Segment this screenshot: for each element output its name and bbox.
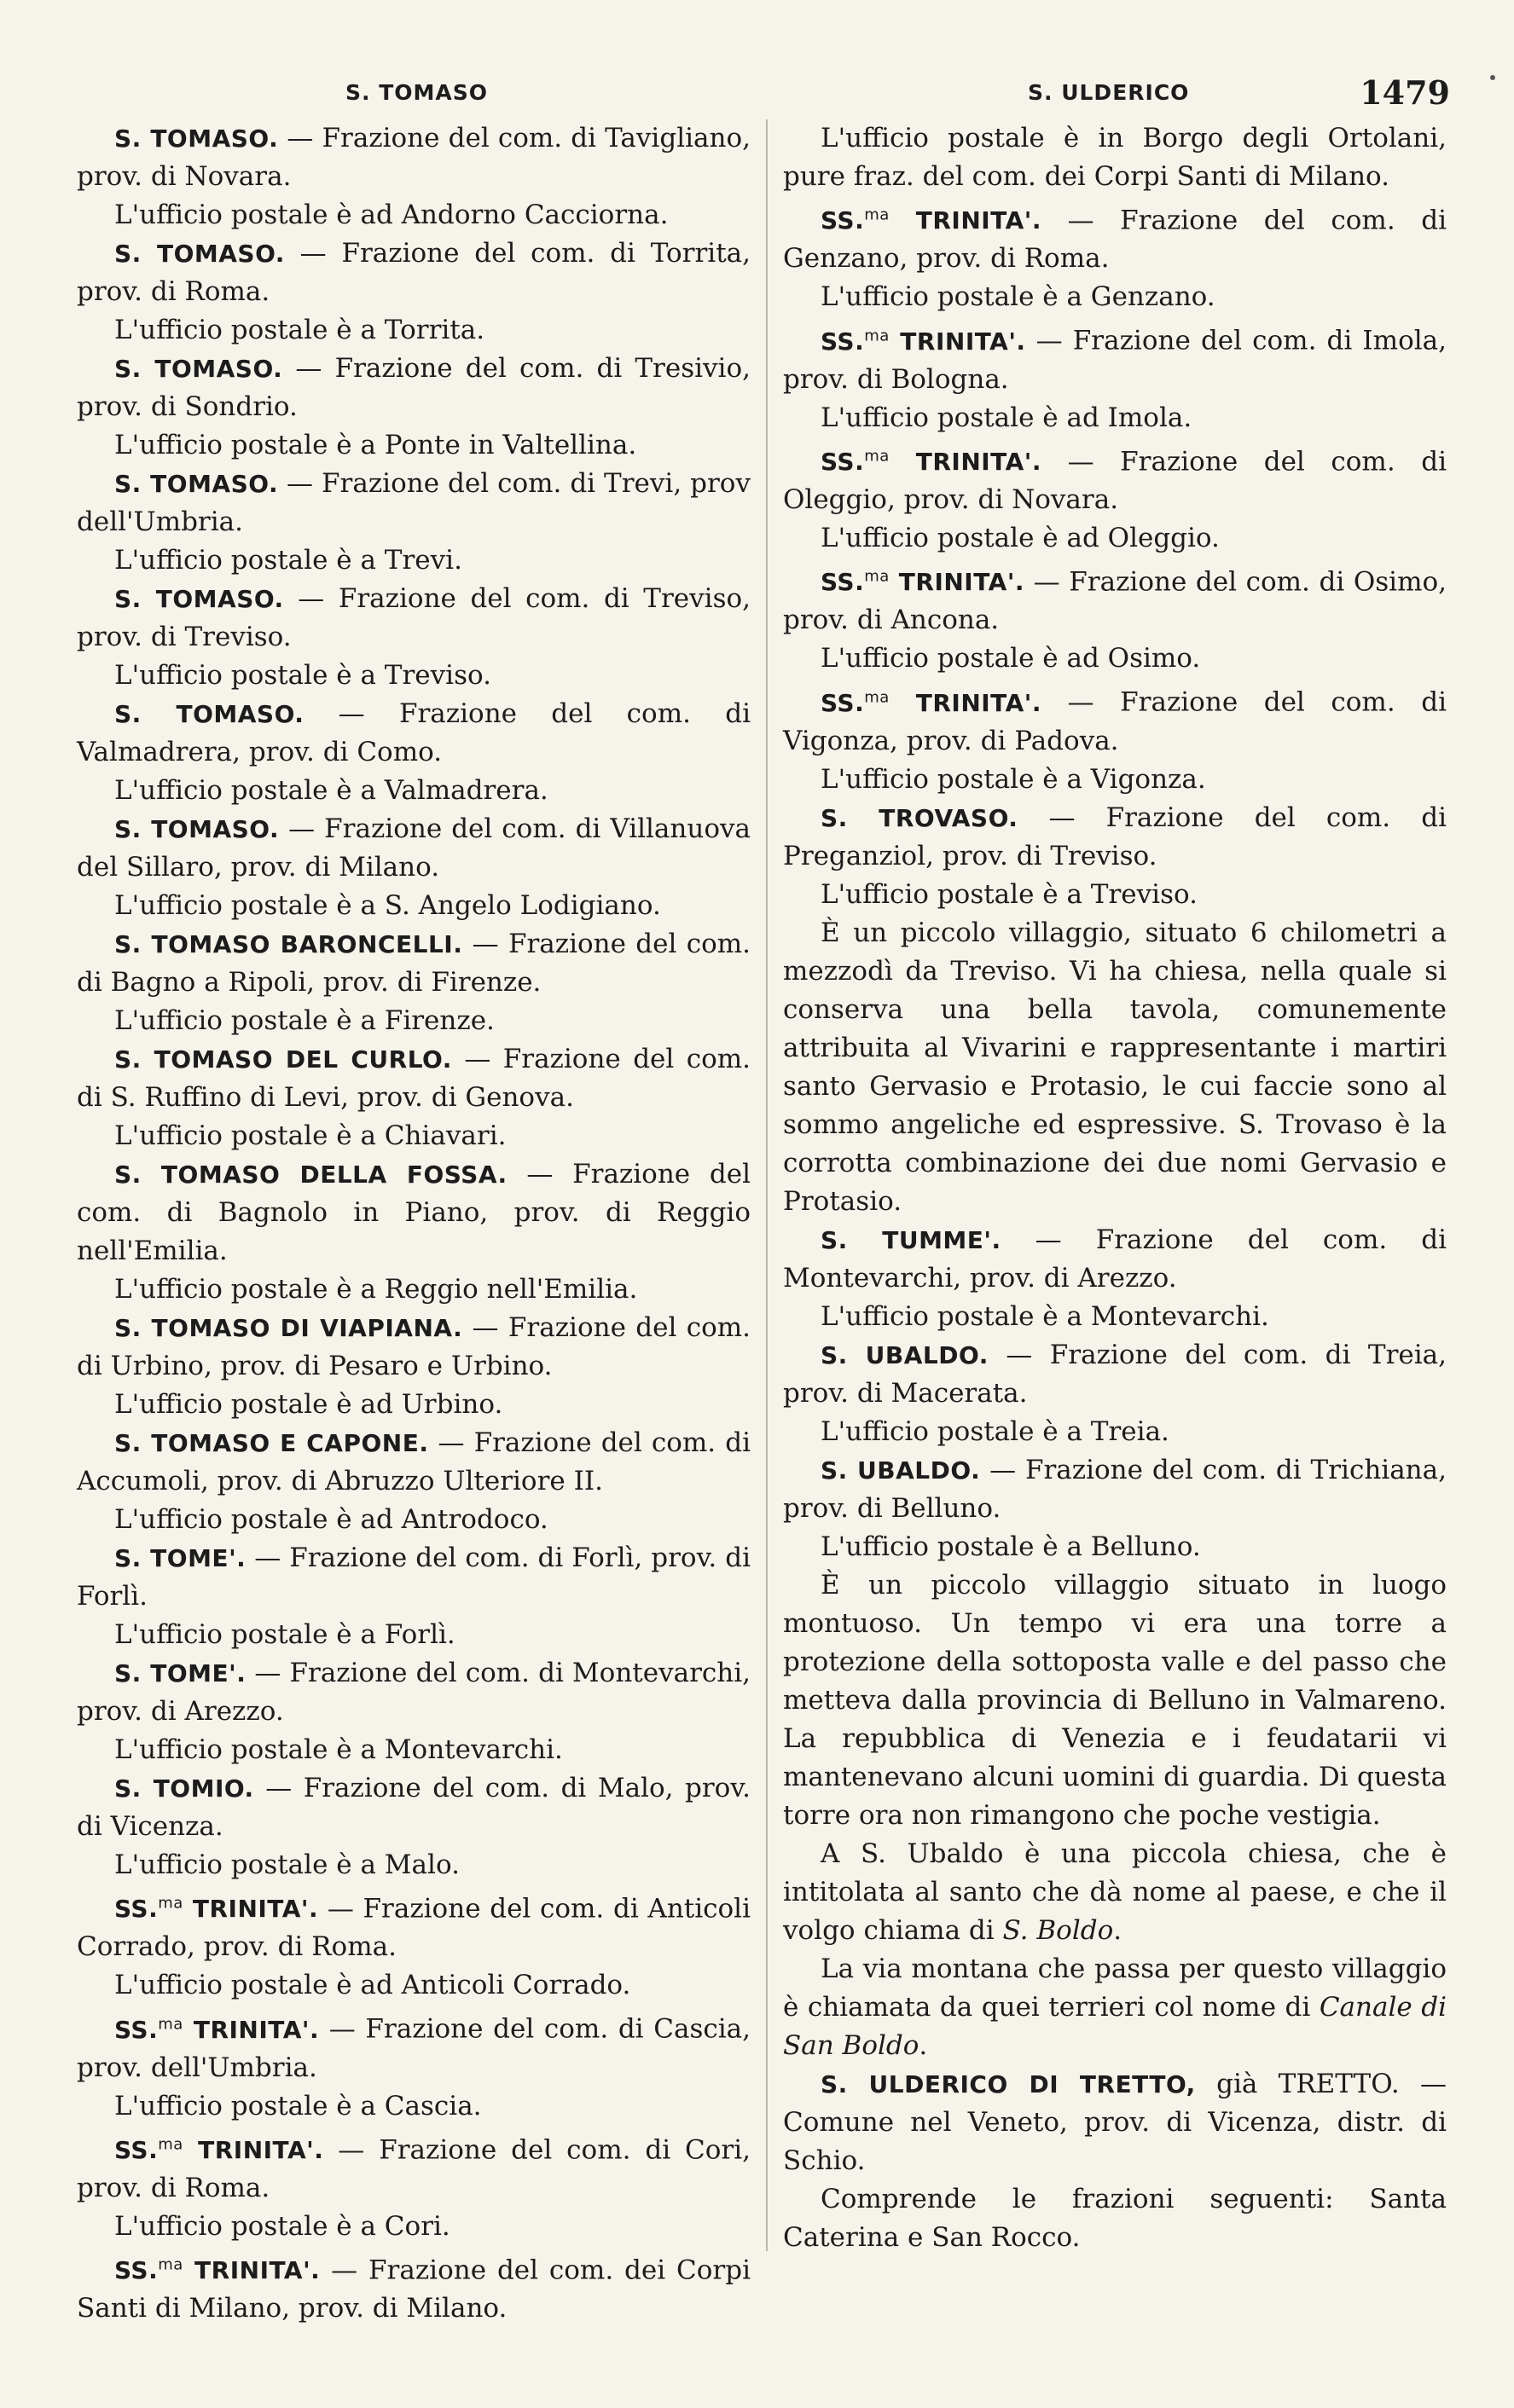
entry-text: L'ufficio postale è a Genzano. [821,281,1215,313]
entry-text: L'ufficio postale è a Cori. [114,2210,450,2242]
text-paragraph [77,1386,751,1424]
entry-paragraph [783,316,1447,398]
entry-text: — Frazione del com. di Vigonza, prov. di Padova. [783,686,1447,756]
entry-text: — Frazione del com. di Montevarchi, prov. di Arezzo. [783,1224,1447,1294]
entry-paragraph [77,1884,751,1966]
entry-text: L'ufficio postale è ad Osimo. [821,643,1201,674]
left-column [77,119,751,2328]
left-running-head: S. TOMASO [345,80,488,105]
text-paragraph [783,1566,1447,1835]
text-paragraph [783,278,1447,316]
entry-headword: SS.$^{ma}$ TRINITA'. [114,2135,324,2164]
entry-text: A S. Ubaldo è una piccola chiesa, che è intitolata al santo che dà nome al paese, e che il volgo chiama di [783,1838,1447,1946]
entry-text: L'ufficio postale è ad Anticoli Corrado. [114,1970,631,2001]
entry-headword: S. TOMASO. [114,240,285,268]
entry-paragraph [77,2126,751,2208]
entry-text: — Frazione del com. di Valmadrera, prov. di Como. [77,698,751,767]
entry-paragraph [77,810,751,887]
entry-text: L'ufficio postale è a Firenze. [114,1005,495,1036]
entry-text: L'ufficio postale è ad Andorno Cacciorna. [114,200,669,230]
entry-text: — Frazione del com. di Osimo, prov. di Ancona. [783,566,1447,636]
entry-text: — Frazione del com. di Bagno a Ripoli, prov. di Firenze. [77,929,751,998]
entry-text: — Frazione del com. di Malo, prov. di Vicenza. [77,1773,751,1842]
entry-headword: S. TOMASO. [114,124,279,153]
entry-headword: S. UBALDO. [821,1456,981,1485]
entry-headword: S. TOME'. [114,1659,247,1687]
entry-text: — Frazione del com. di Trichiana, prov. di Belluno. [783,1454,1447,1524]
entry-text: — Frazione del com. di S. Ruffino di Levi, prov. di Genova. [77,1044,751,1113]
entry-text: — Frazione del com. di Genzano, prov. di Roma. [783,205,1447,275]
text-paragraph [77,196,751,234]
entry-headword: SS.$^{ma}$ TRINITA'. [114,2255,321,2285]
entry-text: L'ufficio postale è a Montevarchi. [821,1300,1269,1332]
entry-headword: SS.$^{ma}$ TRINITA'. [821,567,1025,597]
italic-name: Canale di San Boldo [783,1991,1447,2061]
right-column [783,119,1447,2257]
entry-paragraph [77,2246,751,2328]
entry-text: L'ufficio postale è a Vigonza. [821,763,1206,795]
entry-text: L'ufficio postale è a S. Angelo Lodigiano. [114,890,661,921]
entry-text: L'ufficio postale è in Borgo degli Ortolani, pure fraz. del com. dei Corpi Santi di Milano. [783,123,1447,192]
entry-text: — Frazione del com. di Cori, prov. di Roma. [77,2133,751,2203]
entry-paragraph [77,1769,751,1846]
entry-text: L'ufficio postale è a Chiavari. [114,1120,507,1151]
text-paragraph [77,1002,751,1040]
entry-text: — Frazione del com. di Treviso, prov. di Treviso. [77,583,751,652]
entry-text: Comprende le frazioni seguenti: Santa Caterina e San Rocco. [783,2183,1447,2253]
entry-text: L'ufficio postale è a Treviso. [821,878,1198,910]
entry-paragraph [783,558,1447,640]
entry-headword: SS.$^{ma}$ TRINITA'. [821,688,1041,717]
text-paragraph: A S. Ubaldo è una piccola chiesa, che è intitolata al santo che dà nome al paese, e che il volgo chiama di S. Boldo. [783,1838,1447,1946]
right-running-head: S. ULDERICO [1028,80,1190,105]
text-paragraph [77,1731,751,1769]
entry-paragraph [77,234,751,311]
entry-text: L'ufficio postale è a Trevi. [114,545,462,576]
text-paragraph [783,761,1447,799]
entry-text: L'ufficio postale è ad Imola. [821,402,1192,433]
entry-paragraph [77,1155,751,1271]
entry-paragraph [77,1424,751,1501]
entry-headword: S. TOMASO DI VIAPIANA. [114,1314,463,1342]
entry-text: — Frazione del com. di Imola, prov. di Bologna. [783,325,1447,395]
entry-text: L'ufficio postale è a Treviso. [114,660,491,691]
entry-paragraph [783,196,1447,278]
entry-paragraph [783,437,1447,519]
text-paragraph [783,914,1447,1221]
text-paragraph [783,876,1447,914]
entry-text: — Frazione del com. di Treia, prov. di Macerata. [783,1339,1447,1409]
text-paragraph: La via montana che passa per questo villaggio è chiamata da quei terrieri col nome di Canale di San Boldo. [783,1953,1447,2061]
text-paragraph [77,1117,751,1155]
entry-paragraph [77,695,751,772]
text-paragraph [783,519,1447,558]
entry-headword: S. TOMASO BARONCELLI. [114,930,463,958]
entry-text: — Frazione del com. dei Corpi Santi di Milano, prov. di Milano. [77,2255,751,2324]
entry-text: L'ufficio postale è a Valmadrera. [114,775,548,806]
entry-paragraph [783,1221,1447,1298]
print-mark [1490,75,1495,80]
text-paragraph [77,2208,751,2246]
entry-text: — Frazione del com. di Urbino, prov. di Pesaro e Urbino. [77,1312,751,1381]
entry-headword: SS.$^{ma}$ TRINITA'. [114,2015,320,2044]
entry-paragraph [77,580,751,657]
entry-headword: S. TOMASO DEL CURLO. [114,1045,452,1074]
entry-text: È un piccolo villaggio, situato 6 chilometri a mezzodì da Treviso. Vi ha chiesa, nella quale si conserva una bella tavola, comunemente attribuita al Vivarini e rappresentante i martiri santo Gervasio e Protasio, le cui faccie sono al sommo angeliche ed espressive. S. Trovaso è la corrotta combinazione dei due nomi Gervasio e Protasio. [783,917,1447,1217]
entry-paragraph [783,1451,1447,1528]
page-number: 1479 [1360,73,1450,112]
entry-headword: S. TOMASO. [114,470,279,498]
entry-headword: S. TUMME'. [821,1225,1001,1254]
entry-paragraph [77,2005,751,2087]
entry-paragraph [783,678,1447,760]
italic-name: S. Boldo [1002,1914,1114,1946]
entry-text: — Frazione del com. di Oleggio, prov. di Novara. [783,445,1447,515]
text-paragraph [77,2087,751,2126]
text-paragraph [77,887,751,925]
entry-text: — Frazione del com. di Anticoli Corrado, prov. di Roma. [77,1893,751,1963]
text-paragraph [783,1298,1447,1336]
entry-text: La via montana che passa per questo villaggio è chiamata da quei terrieri col nome di [783,1953,1447,2023]
entry-text: L'ufficio postale è a Ponte in Valtellina. [114,430,637,460]
entry-paragraph [77,1654,751,1731]
entry-text: L'ufficio postale è a Belluno. [821,1531,1201,1562]
entry-text: già TRETTO. — Comune nel Veneto, prov. di Vicenza, distr. di Schio. [783,2068,1447,2176]
entry-paragraph [77,465,751,541]
entry-text: — Frazione del com. di Torrita, prov. di Roma. [77,238,751,307]
text-paragraph [783,1413,1447,1451]
entry-text: — Frazione del com. di Forlì, prov. di Forlì. [77,1543,751,1612]
entry-text: — Frazione del com. di Tavigliano, prov. di Novara. [77,123,751,192]
entry-headword: S. TROVASO. [821,803,1018,832]
entry-text: — Frazione del com. di Accumoli, prov. di Abruzzo Ulteriore II. [77,1427,751,1496]
entry-paragraph [783,1336,1447,1413]
entry-text: — Frazione del com. di Tresivio, prov. di Sondrio. [77,353,751,422]
text-paragraph [77,1966,751,2005]
text-paragraph [77,657,751,695]
text-paragraph [783,399,1447,437]
text-paragraph [783,640,1447,678]
entry-headword: S. TOMASO E CAPONE. [114,1429,429,1457]
entry-headword: S. TOMASO. [114,585,284,613]
entry-text: L'ufficio postale è a Montevarchi. [114,1734,563,1765]
entry-text: — Frazione del com. di Cascia, prov. dell'Umbria. [77,2013,751,2083]
entry-text: L'ufficio postale è ad Urbino. [114,1389,503,1420]
entry-text: — Frazione del com. di Preganziol, prov. di Treviso. [783,802,1447,871]
text-paragraph [783,1528,1447,1566]
entry-paragraph [77,925,751,1002]
entry-headword: S. TOMASO DELLA FOSSA. [114,1161,508,1189]
entry-text: — Frazione del com. di Trevi, prov dell'Umbria. [77,468,751,537]
entry-paragraph [77,1040,751,1117]
entry-headword: SS.$^{ma}$ TRINITA'. [114,1895,319,1924]
entry-paragraph [77,350,751,426]
column-divider [766,119,768,2251]
entry-text: L'ufficio postale è a Cascia. [114,2090,482,2121]
entry-headword: S. TOMASO. [114,355,283,383]
entry-headword: SS.$^{ma}$ TRINITA'. [821,447,1041,476]
entry-headword: SS.$^{ma}$ TRINITA'. [821,327,1026,356]
entry-headword: S. UBALDO. [821,1340,989,1369]
entry-headword: SS.$^{ma}$ TRINITA'. [821,206,1041,235]
text-paragraph [77,772,751,810]
text-paragraph [783,119,1447,196]
entry-text: — Frazione del com. di Montevarchi, prov. di Arezzo. [77,1658,751,1727]
entry-text: — Frazione del com. di Villanuova del Sillaro, prov. di Milano. [77,813,751,883]
text-paragraph [77,541,751,580]
text-paragraph [77,426,751,465]
entry-paragraph [783,799,1447,876]
entry-text: L'ufficio postale è a Malo. [114,1849,460,1880]
entry-text: È un piccolo villaggio situato in luogo montuoso. Un tempo vi era una torre a protezione della sottoposta valle e del passo che metteva dalla provincia di Belluno in Valmareno. La repubblica di Venezia e i feudatarii vi mantenevano alcuni uomini di guardia. Di questa torre ora non rimangono che poche vestigia. [783,1569,1447,1831]
entry-text: L'ufficio postale è a Treia. [821,1415,1169,1447]
entry-text: L'ufficio postale è a Forlì. [114,1619,455,1650]
entry-headword: S. TOME'. [114,1544,247,1572]
entry-headword: S. ULDERICO DI TRETTO, [821,2069,1196,2098]
entry-paragraph [77,119,751,196]
entry-text: L'ufficio postale è ad Oleggio. [821,522,1220,553]
entry-text: — Frazione del com. di Bagnolo in Piano, prov. di Reggio nell'Emilia. [77,1159,751,1266]
entry-headword: S. TOMASO. [114,815,280,843]
entry-paragraph [77,1539,751,1616]
entry-paragraph [77,1309,751,1386]
text-paragraph [77,311,751,350]
entry-paragraph [783,2065,1447,2180]
text-paragraph [77,1616,751,1654]
entry-text: L'ufficio postale è a Torrita. [114,315,485,345]
entry-headword: S. TOMASO. [114,700,305,728]
text-paragraph [77,1271,751,1309]
text-paragraph [783,2180,1447,2257]
text-paragraph [77,1501,751,1539]
entry-headword: S. TOMIO. [114,1774,254,1803]
entry-text: L'ufficio postale è ad Antrodoco. [114,1504,548,1535]
entry-text: L'ufficio postale è a Reggio nell'Emilia. [114,1274,638,1305]
text-paragraph [77,1846,751,1884]
